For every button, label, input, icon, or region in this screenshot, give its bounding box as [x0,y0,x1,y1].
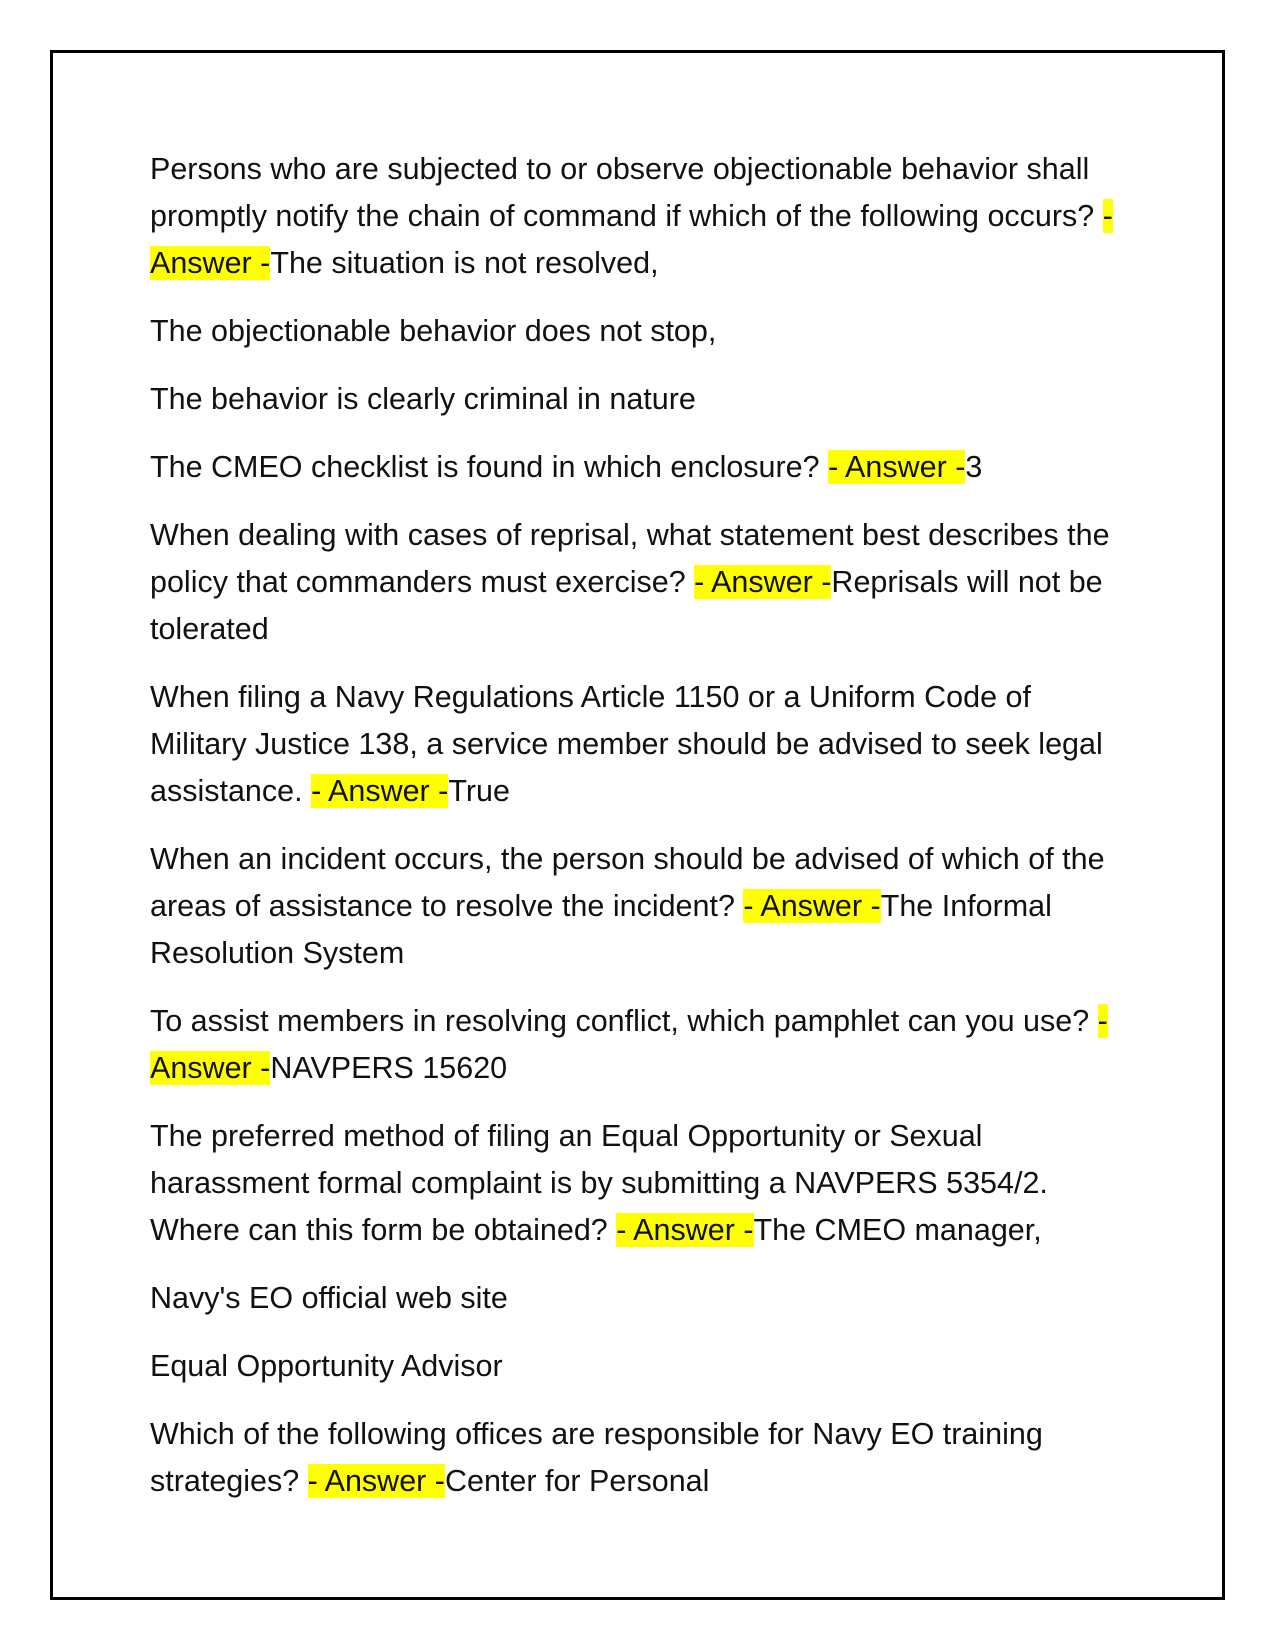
question-text: When an incident occurs, the person should be advised of which of the areas of assistance to resolve the incident? [150,842,1105,923]
answer-text: The behavior is clearly criminal in nature [150,382,696,416]
answer-text: Navy's EO official web site [150,1281,508,1315]
qa-paragraph [150,1411,1130,1505]
question-text: Persons who are subjected to or observe objectionable behavior shall promptly notify the chain of command if which of the following occurs? [150,152,1103,233]
answer-text: True [448,774,510,808]
answer-marker: - Answer - [828,450,966,484]
answer-line [150,1275,1130,1322]
question-text: To assist members in resolving conflict, which pamphlet can you use? [150,1004,1098,1038]
answer-marker: - Answer - [694,565,832,599]
qa-paragraph [150,998,1130,1092]
document-body [150,146,1130,1526]
answer-marker: - Answer - [150,199,1113,280]
question-text: When dealing with cases of reprisal, what statement best describes the policy that commanders must exercise? [150,518,1110,599]
question-text: The preferred method of filing an Equal Opportunity or Sexual harassment formal complaint is by submitting a NAVPERS 5354/2. Where can this form be obtained? [150,1119,1048,1247]
answer-line [150,1343,1130,1390]
question-text: Which of the following offices are responsible for Navy EO training strategies? [150,1417,1043,1498]
answer-text: Center for Personal [444,1464,710,1498]
answer-line [150,376,1130,423]
qa-paragraph [150,674,1130,815]
answer-text: Equal Opportunity Advisor [150,1349,503,1383]
answer-marker: - Answer - [616,1213,754,1247]
answer-marker: - Answer - [150,1004,1108,1085]
answer-marker: - Answer - [307,1464,445,1498]
answer-text: The CMEO manager, [753,1213,1042,1247]
answer-marker: - Answer - [743,889,881,923]
qa-paragraph [150,444,1130,491]
answer-text: Reprisals will not be tolerated [150,565,1103,646]
qa-paragraph [150,1113,1130,1254]
answer-text: NAVPERS 15620 [270,1051,508,1085]
answer-text: 3 [965,450,983,484]
qa-paragraph [150,512,1130,653]
qa-paragraph [150,146,1130,287]
answer-line [150,308,1130,355]
question-text: The CMEO checklist is found in which enclosure? [150,450,829,484]
qa-paragraph [150,836,1130,977]
answer-text: The objectionable behavior does not stop, [150,314,717,348]
answer-text: The Informal Resolution System [150,889,1052,970]
answer-text: The situation is not resolved, [270,246,659,280]
answer-marker: - Answer - [311,774,449,808]
question-text: When filing a Navy Regulations Article 1150 or a Uniform Code of Military Justice 138, a service member should be advised to seek legal assistance. [150,680,1103,808]
